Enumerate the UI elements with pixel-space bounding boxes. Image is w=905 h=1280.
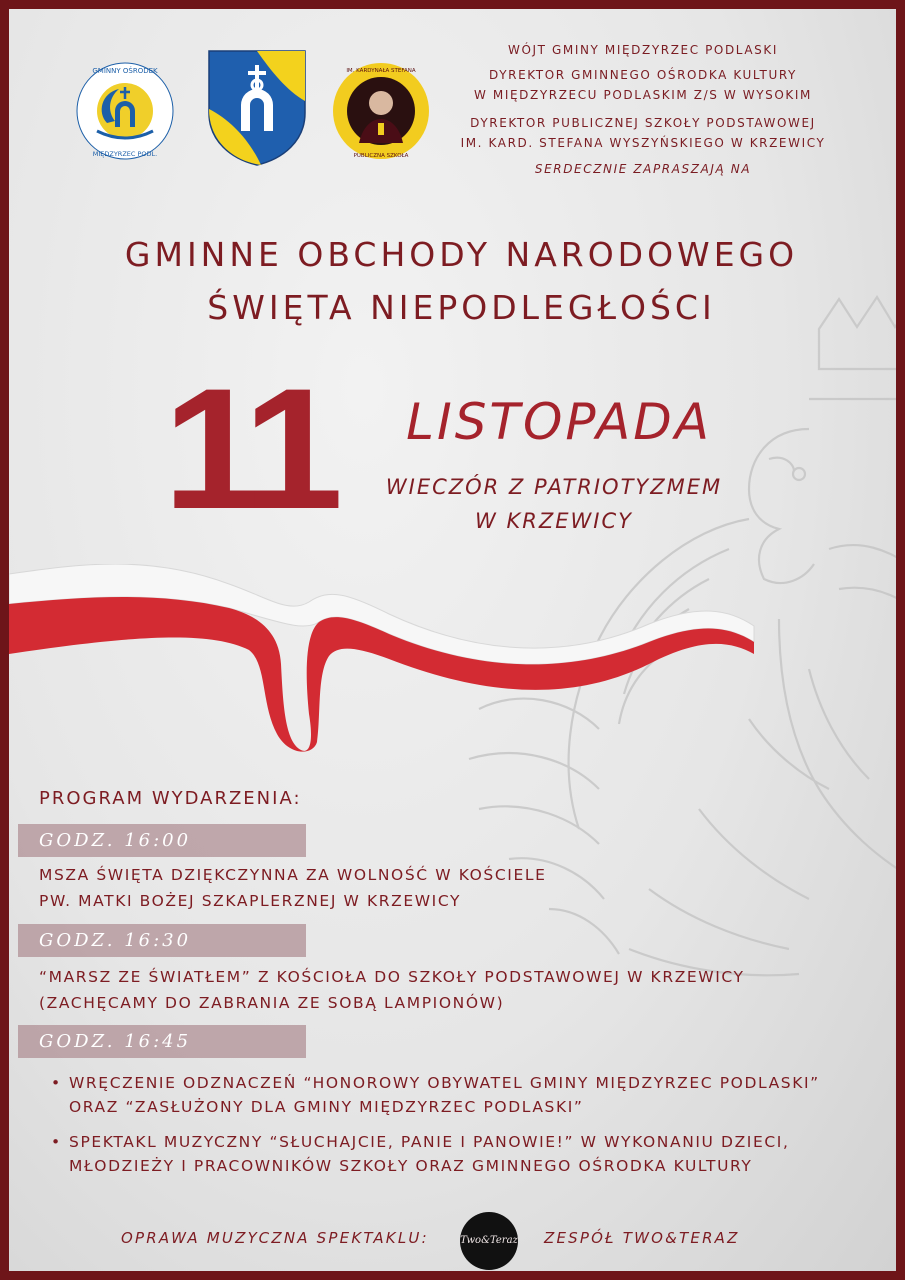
bullet-line: ORAZ “ZASŁUŻONY DLA GMINY MIĘDZYRZEC PODLASKI”	[69, 1098, 584, 1116]
bullet-icon: •	[51, 1074, 62, 1092]
event-subtitle-2: W KRZEWICY	[475, 509, 633, 533]
event-subtitle-1: WIECZÓR Z PATRIOTYZMEM	[385, 475, 723, 499]
time-label: GODZ. 16:30	[39, 930, 192, 951]
event-title-line-1: GMINNE OBCHODY NARODOWEGO	[124, 235, 799, 274]
program-item-march	[39, 964, 879, 1016]
program-line: “MARSZ ZE ŚWIATŁEM” Z KOŚCIOŁA DO SZKOŁY PODSTAWOWEJ W KRZEWICY	[39, 968, 745, 986]
bullet-line: MŁODZIEŻY I PRACOWNIKÓW SZKOŁY ORAZ GMINNEGO OŚRODKA KULTURY	[69, 1157, 753, 1175]
svg-text:IM. KARDYNAŁA STEFANA: IM. KARDYNAŁA STEFANA	[346, 68, 416, 74]
bullet-line: SPEKTAKL MUZYCZNY “SŁUCHAJCIE, PANIE I PANOWIE!” W WYKONANIU DZIECI,	[69, 1133, 790, 1151]
program-line: MSZA ŚWIĘTA DZIĘKCZYNNA ZA WOLNOŚĆ W KOŚCIELE	[39, 866, 547, 884]
time-label: GODZ. 16:45	[39, 1031, 192, 1052]
event-title-line-2: ŚWIĘTA NIEPODLEGŁOŚCI	[207, 288, 716, 327]
program-bullet-show	[51, 1130, 891, 1178]
svg-text:GMINNY OŚRODEK: GMINNY OŚRODEK	[92, 67, 158, 75]
time-label: GODZ. 16:00	[39, 830, 192, 851]
coat-of-arms-icon	[207, 49, 307, 167]
organizer-gok	[428, 65, 858, 105]
bullet-line: WRĘCZENIE ODZNACZEŃ “HONOROWY OBYWATEL GMINY MIĘDZYRZEC PODLASKI”	[69, 1074, 820, 1092]
music-credit-label: OPRAWA MUZYCZNA SPEKTAKLU:	[121, 1229, 429, 1247]
school-logo-icon	[331, 61, 431, 161]
event-month: LISTOPADA	[406, 393, 712, 451]
organizer-line: IM. KARD. STEFANA WYSZYŃSKIEGO W KRZEWICY	[460, 136, 826, 150]
invite-text: SERDECZNIE ZAPRASZAJĄ NA	[534, 162, 752, 176]
organizer-wojt	[428, 40, 858, 60]
program-bullet-awards	[51, 1071, 891, 1119]
organizer-line: DYREKTOR PUBLICZNEJ SZKOŁY PODSTAWOWEJ	[470, 116, 816, 130]
bullet-icon: •	[51, 1133, 62, 1151]
organizer-line: W MIĘDZYRZECU PODLASKIM Z/S W WYSOKIM	[474, 88, 812, 102]
event-day: 11	[163, 353, 333, 545]
gok-logo-icon	[75, 61, 175, 161]
organizer-school	[428, 113, 858, 153]
polish-flag-ribbon-icon	[9, 564, 769, 754]
program-line: (ZACHĘCAMY DO ZABRANIA ZE SOBĄ LAMPIONÓW)	[39, 994, 505, 1012]
svg-text:PUBLICZNA SZKOŁA: PUBLICZNA SZKOŁA	[353, 153, 409, 159]
program-line: PW. MATKI BOŻEJ SZKAPLERZNEJ W KRZEWICY	[39, 892, 462, 910]
svg-text:MIĘDZYRZEC PODL.: MIĘDZYRZEC PODL.	[92, 150, 158, 158]
organizer-line: WÓJT GMINY MIĘDZYRZEC PODLASKI	[507, 43, 779, 57]
band-logo-icon: Two&Teraz	[460, 1212, 518, 1270]
organizer-line: DYREKTOR GMINNEGO OŚRODKA KULTURY	[489, 68, 797, 82]
program-item-mass	[39, 862, 879, 914]
program-heading: PROGRAM WYDARZENIA:	[39, 788, 302, 809]
band-name: ZESPÓŁ TWO&TERAZ	[544, 1229, 740, 1247]
